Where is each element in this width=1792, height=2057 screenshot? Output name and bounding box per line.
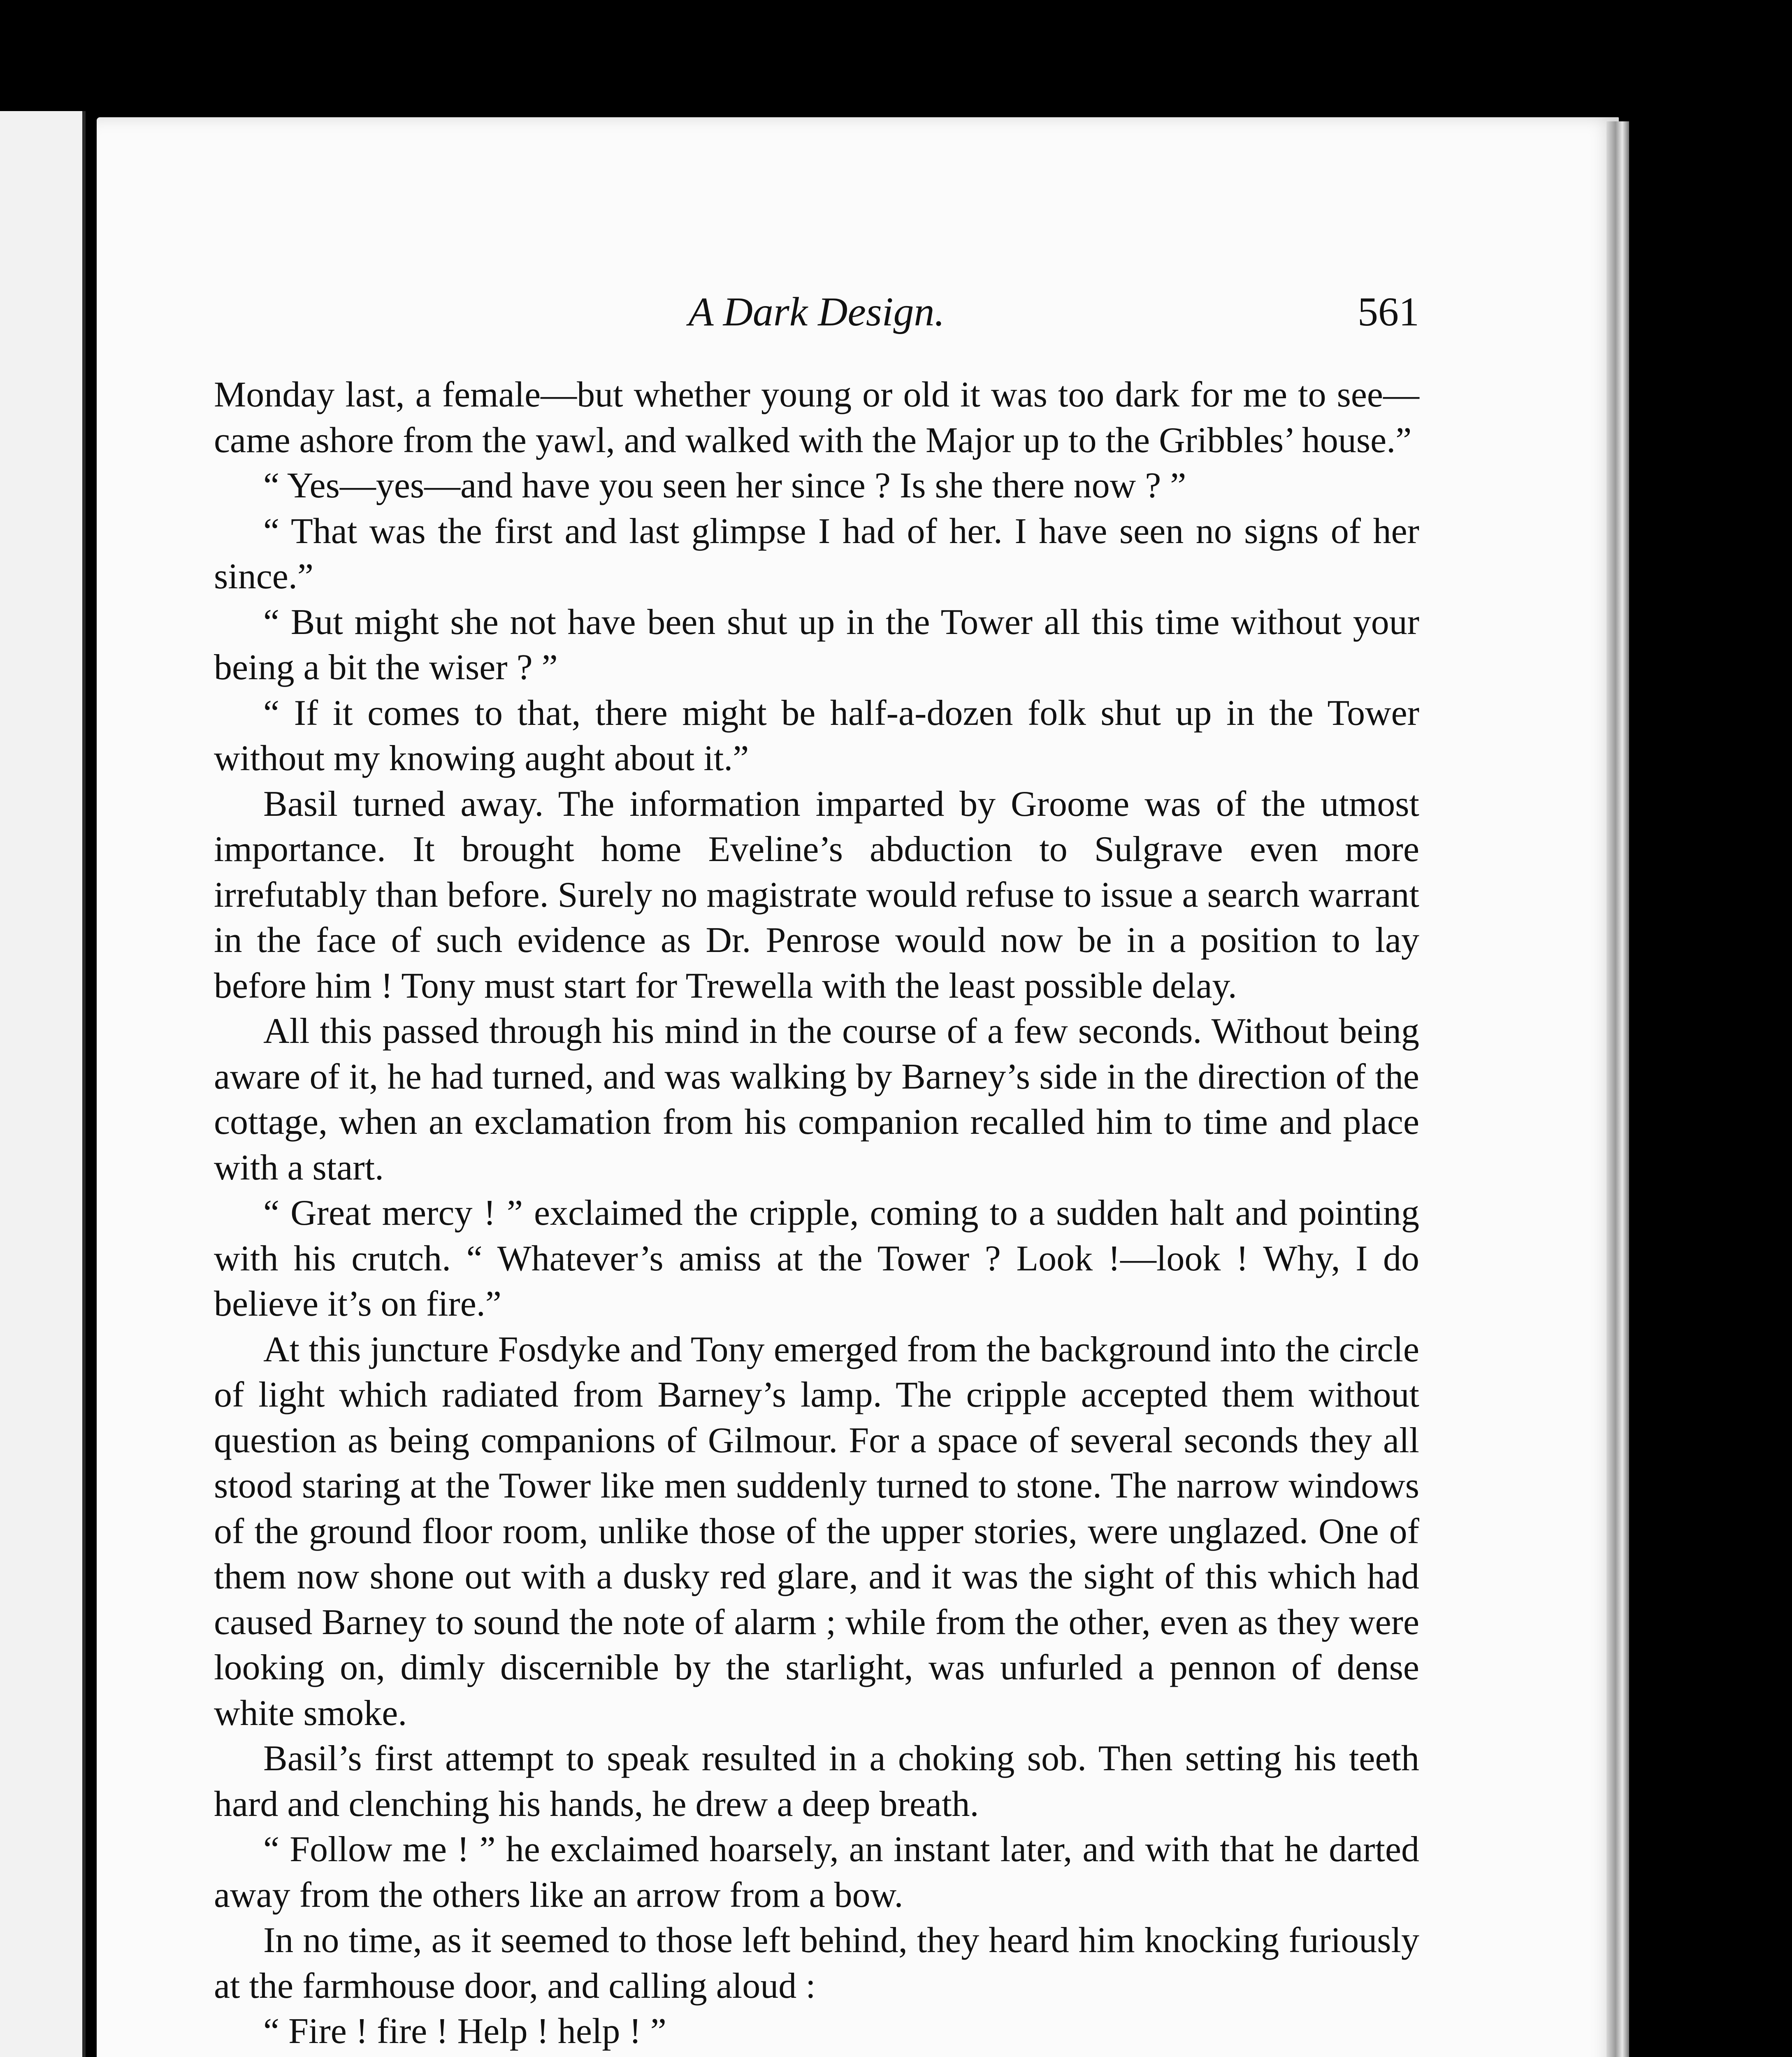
- paragraph: [214, 2055, 1419, 2057]
- paragraph: “ Follow me ! ” he exclaimed hoarsely, an instant later, and with that he darted away from the others like an arrow from a bow.: [214, 1829, 1419, 1915]
- paragraph: All this passed through his mind in the course of a few seconds. Without being aware of it, he had turned, and was walking by Barney’s side in the direction of the cottage, when an exclamation from his companion recalled him to time and place with a start.: [214, 1011, 1419, 1188]
- paragraph: Monday last, a female—but whether young or old it was too dark for me to see—came ashore from the yawl, and walked with the Major up to the Gribbles’ house.”: [214, 375, 1419, 460]
- body-text: [214, 372, 1419, 2057]
- paragraph: In no time, as it seemed to those left behind, they heard him knocking furiously at the farmhouse door, and calling aloud :: [214, 1920, 1419, 2006]
- page-number: 561: [1358, 289, 1419, 334]
- paragraph: Basil turned away. The information imparted by Groome was of the utmost importance. It brought home Eveline’s abduction to Sulgrave even more irrefutably than before. Surely no magistrate would refuse to issue a search warrant in the face of such evidence as Dr. Penrose would now be in a position to lay before him ! Tony must start for Trewella with the least possible delay.: [214, 784, 1419, 1006]
- paragraph: “ Fire ! fire ! Help ! help ! ”: [263, 2011, 666, 2051]
- running-title: A Dark Design.: [688, 289, 945, 334]
- paragraph: “ Yes—yes—and have you seen her since ? Is she there now ? ”: [263, 466, 1186, 506]
- paragraph: Basil’s first attempt to speak resulted in a choking sob. Then setting his teeth hard and clenching his hands, he drew a deep breath.: [214, 1739, 1419, 1824]
- paragraph: “ If it comes to that, there might be half-a-dozen folk shut up in the Tower without my knowing aught about it.”: [214, 693, 1419, 778]
- page-edge-shadow: [1606, 121, 1629, 2057]
- page-header: [214, 288, 1419, 346]
- paragraph: At this juncture Fosdyke and Tony emerged from the background into the circle of light which radiated from Barney’s lamp. The cripple accepted them without question as being companions of Gilmour. For a space of several seconds they all stood staring at the Tower like men suddenly turned to stone. The narrow windows of the ground floor room, unlike those of the upper stories, were unglazed. One of them now shone out with a dusky red glare, and it was the sight of this which had caused Barney to sound the note of alarm ; while from the other, even as they were looking on, dimly discernible by the starlight, was unfurled a pennon of dense white smoke.: [214, 1329, 1419, 1733]
- facing-page-edge: [0, 111, 86, 2057]
- paragraph: “ Great mercy ! ” exclaimed the cripple, coming to a sudden halt and pointing with his crutch. “ Whatever’s amiss at the Tower ? Look !—look ! Why, I do believe it’s on fire.”: [214, 1193, 1419, 1324]
- paragraph: “ That was the first and last glimpse I had of her. I have seen no signs of her since.”: [214, 511, 1419, 597]
- paragraph: “ But might she not have been shut up in the Tower all this time without your being a bit the wiser ? ”: [214, 602, 1419, 687]
